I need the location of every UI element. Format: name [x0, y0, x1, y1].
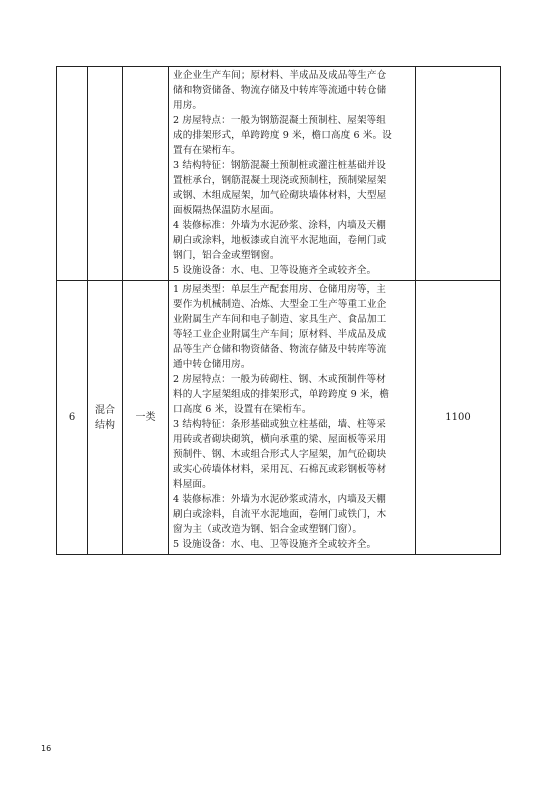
description-line: 置桩承台，钢筋混凝土现浇或预制柱，预制梁屋架 — [173, 175, 387, 186]
description-line: 业企业生产车间；原材料、半成品及成品等生产仓 — [173, 70, 387, 81]
description-line: 5 设施设备：水、电、卫等设施齐全或较齐全。 — [173, 265, 377, 276]
description-line: 1 房屋类型：单层生产配套用房、仓储用房等，主 — [173, 284, 386, 295]
description-line: 4 装修标准：外墙为水泥砂浆或清水，内墙及天棚 — [173, 494, 386, 505]
description-line: 要作为机械制造、冶炼、大型金工生产等重工业企 — [173, 299, 387, 310]
valuation-table — [56, 66, 501, 555]
description-line: 储和物资储备、物流存储及中转库等流通中转仓储 — [173, 85, 387, 96]
description-line: 刷白或涂料，自流平水泥地面，卷闸门或铁门，木 — [173, 509, 387, 520]
description-cell — [169, 67, 416, 281]
description-line: 3 结构特征：条形基础或独立柱基础，墙、柱等采 — [173, 419, 386, 430]
description-line: 料屋面。 — [173, 479, 212, 490]
table-row — [57, 281, 501, 555]
description-line: 料的人字屋架组成的排架形式，单跨跨度 9 米，檐 — [173, 389, 390, 400]
row-number-cell — [57, 67, 88, 281]
structure-cell — [88, 67, 123, 281]
description-line: 3 结构特征：钢筋混凝土预制桩或灌注桩基础并设 — [173, 160, 386, 171]
structure-line: 混合 — [95, 404, 115, 416]
description-line: 5 设施设备：水、电、卫等设施齐全或较齐全。 — [173, 539, 377, 550]
description-line: 用房。 — [173, 100, 203, 111]
structure-cell — [88, 281, 123, 555]
description-line: 口高度 6 米，设置有在梁桁车。 — [173, 404, 312, 415]
price-cell — [416, 67, 501, 281]
grade-cell — [123, 67, 169, 281]
description-line: 成的排架形式，单跨跨度 9 米，檐口高度 6 米。设 — [173, 130, 392, 141]
price-cell: 1100 — [416, 281, 501, 555]
structure-line: 结构 — [95, 419, 115, 431]
page-number: 16 — [41, 744, 52, 753]
description-line: 置有在梁桁车。 — [173, 145, 241, 156]
description-line: 业附属生产车间和电子制造、家具生产、食品加工 — [173, 314, 387, 325]
grade-cell: 一类 — [123, 281, 169, 555]
description-line: 通中转仓储用房。 — [173, 359, 251, 370]
description-line: 品等生产仓储和物资储备、物流存储及中转库等流 — [173, 344, 387, 355]
description-line: 等轻工业企业附属生产车间；原材料、半成品及成 — [173, 329, 387, 340]
description-line: 2 房屋特点：一般为砖砌柱、钢、木或预制件等材 — [173, 374, 386, 385]
description-line: 刷白或涂料，地板漆或自流平水泥地面，卷闸门或 — [173, 235, 387, 246]
description-line: 或实心砖墙体材料，采用瓦、石棉瓦或彩钢板等材 — [173, 464, 387, 475]
description-line: 面板隔热保温防水屋面。 — [173, 205, 280, 216]
description-cell — [169, 281, 416, 555]
description-line: 用砖或者砌块砌筑，横向承重的梁、屋面板等采用 — [173, 434, 387, 445]
description-line: 或钢、木组成屋架，加气砼砌块墙体材料，大型屋 — [173, 190, 387, 201]
row-number-cell: 6 — [57, 281, 88, 555]
table-row — [57, 67, 501, 281]
description-line: 预制件、钢、木或组合形式人字屋架，加气砼砌块 — [173, 449, 387, 460]
description-line: 窗为主（或改造为钢、铝合金或塑钢门窗）。 — [173, 524, 363, 535]
description-line: 钢门，铝合金或塑钢窗。 — [173, 250, 280, 261]
description-line: 4 装修标准：外墙为水泥砂浆、涂料，内墙及天棚 — [173, 220, 386, 231]
description-line: 2 房屋特点：一般为钢筋混凝土预制柱、屋架等组 — [173, 115, 386, 126]
